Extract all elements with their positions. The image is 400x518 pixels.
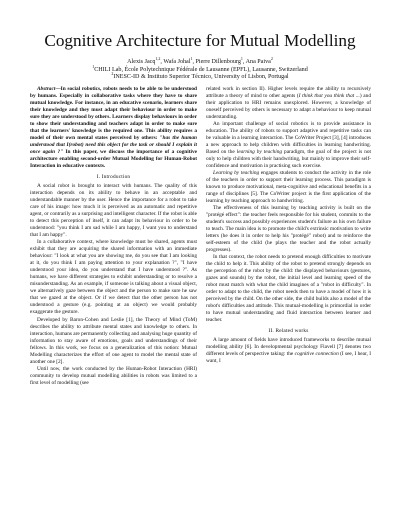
paragraph: Developed by Baron-Cohen and Leslie [1], the Theory of Mind (ToM) describes the ability to attribute mental states and knowledge to others. In interaction, humans are permanently collecting and analysing huge quantity of information to stay aware of emotions, goals and understandings of their fellows. In this work, we focus on a generalization of this notion: Mutual Modelling characterizes the effort of one agent to model the mental state of another one [2].: [30, 316, 197, 365]
affiliation-2: $^2$INESC-ID & Instituto Superior Técnico, University of Lisbon, Portugal: [111, 71, 289, 81]
affiliation-1: $^1$CHILI Lab, École Polytechnique Fédérale de Lausanne (EPFL), Lausanne, Switzerland: [92, 63, 308, 73]
right-column: [206, 86, 371, 366]
paragraph: related work in section II). Higher levels require the ability to recursively attribute a theory of mind to other agents (I think that you think that ...) and their application to HRI remains unexplored. However, a knowledge of oneself perceived by others is necessary to adapt a behaviour to keep mutual understanding.: [206, 85, 371, 120]
left-column: [30, 86, 197, 387]
paragraph: The effectiveness of this learning by teaching activity is built on the "protégé effect": the teacher feels responsible for his student, commits to the student's success and possibly experiences student's failure as his own failure to teach. The main idea is to promote the child's extrinsic motivation to write letters (he does it in order to help his "protégé" robot) and to reinforce the self-esteem of the child (he plays the teacher and the robot actually progresses).: [206, 204, 371, 253]
paragraph: A large amount of fields have introduced frameworks to describe mutual modelling ability [6]. In developmental psychology Flavell [7] denotes two different levels of perspective taking: the cognitive connection (I see, I hear, I want, I: [206, 337, 371, 365]
paragraph: In a collaborative context, where knowledge must be shared, agents must exhibit that they are acquiring the shared information with an immediate behaviour: "I look at what you are showing me, do you see that I am looking at it, do you think I am paying attention to your explanation ?", "I have understood your idea, do you understand that I have understood ?". As humans, we have different strategies to exhibit understanding or to resolve a misunderstanding. As an example, if someone is talking about a visual object, we alternatively gaze between the object and the person to make sure he saw that we gazed at the object. Or if we detect that the other person has not understood a gesture (e.g. pointing at an object) we would probably exaggerate the gesture.: [30, 239, 197, 316]
abstract: Abstract—In social robotics, robots needs to be able to be understood by humans. Especially in collaborative tasks where they have to share mutual knowledge. For instance, in an educative scenario, learners share their knowledge and they must adapt their behaviour in order to make sure they are understood by others. Learners display behaviours in order to show their understanding and teachers adapt in order to make sure that the learners' knowledge is the required one. This ability requires a model of their own mental states perceived by others: "has the human understood that I(robot) need this object for the task or should I explain it once again ?" In this paper, we discuss the importance of a cognitive architecture enabling second-order Mutual Modelling for Human-Robot Interaction in educative contexts.: [30, 86, 197, 170]
section-heading-introduction: I. Introduction: [96, 173, 131, 180]
author-block: [0, 56, 400, 82]
paragraph: An important challenge of social robotics is to provide assistance in education. The ability of robots to support adaptive and repetitive tasks can be valuable in a learning interaction. The CoWriter Project [3], [4] introduces a new approach to help children with difficulties in learning handwriting. Based on the learning by teaching paradigm, the goal of the project is not only to help children with their handwriting, but mainly to improve their self-confidence and motivation in practising such exercise.: [206, 120, 371, 169]
section-heading-related-works: II. Related works: [268, 327, 309, 334]
author-names: Alexis Jacq$^{1,2}$, Wafa Johal$^1$, Pierre Dillenbourg$^1$, Ana Paiva$^2$: [127, 56, 273, 66]
paragraph: Learning by teaching engages students to conduct the activity in the role of the teachers in order to support their learning process. This paradigm is known to produce motivational, meta-cognitive and educational benefits in a range of disciplines [5]. The CoWriter project is the first application of the learning by teaching approach to handwriting.: [206, 169, 371, 204]
paper-title: Cognitive Architecture for Mutual Modelling: [44, 31, 356, 50]
paragraph: Until now, the work conducted by the Human-Robot Interaction (HRI) community to develop mutual modelling abilities in robots was limited to a first level of modelling (see: [30, 365, 197, 386]
paragraph: A social robot is brought to interact with humans. The quality of this interaction depends on its ability to behave in an acceptable and understandable manner by the user. Hence the importance for a robot to take care of his image: how much it is perceived as an automatic and repetitive agent, or contrarily as a surprising and intelligent character. If the robot is able to detect this perception of itself, it can adapt its behaviour in order to be understood: "you think I am sad while I am happy, I want you to understand that I am happy".: [30, 183, 197, 239]
paragraph: In that context, the robot needs to pretend enough difficulties to motivate the child to help it. This ability of the robot to pretend strongly depends on the perception of the robot by the child: the displayed behaviours (gestures, gazes and sounds) by the robot, the initial level and learning speed of the robot must match with what the child imagines of a "robot in difficulty". In order to adapt to the child, the robot needs then to have a model of how it is perceived by the child. On the other side, the child builds also a model of the robot's difficulties and attitude. This mutual-modelling is primordial in order to have mutual understanding and fluid interaction between learner and teacher.: [206, 253, 371, 324]
